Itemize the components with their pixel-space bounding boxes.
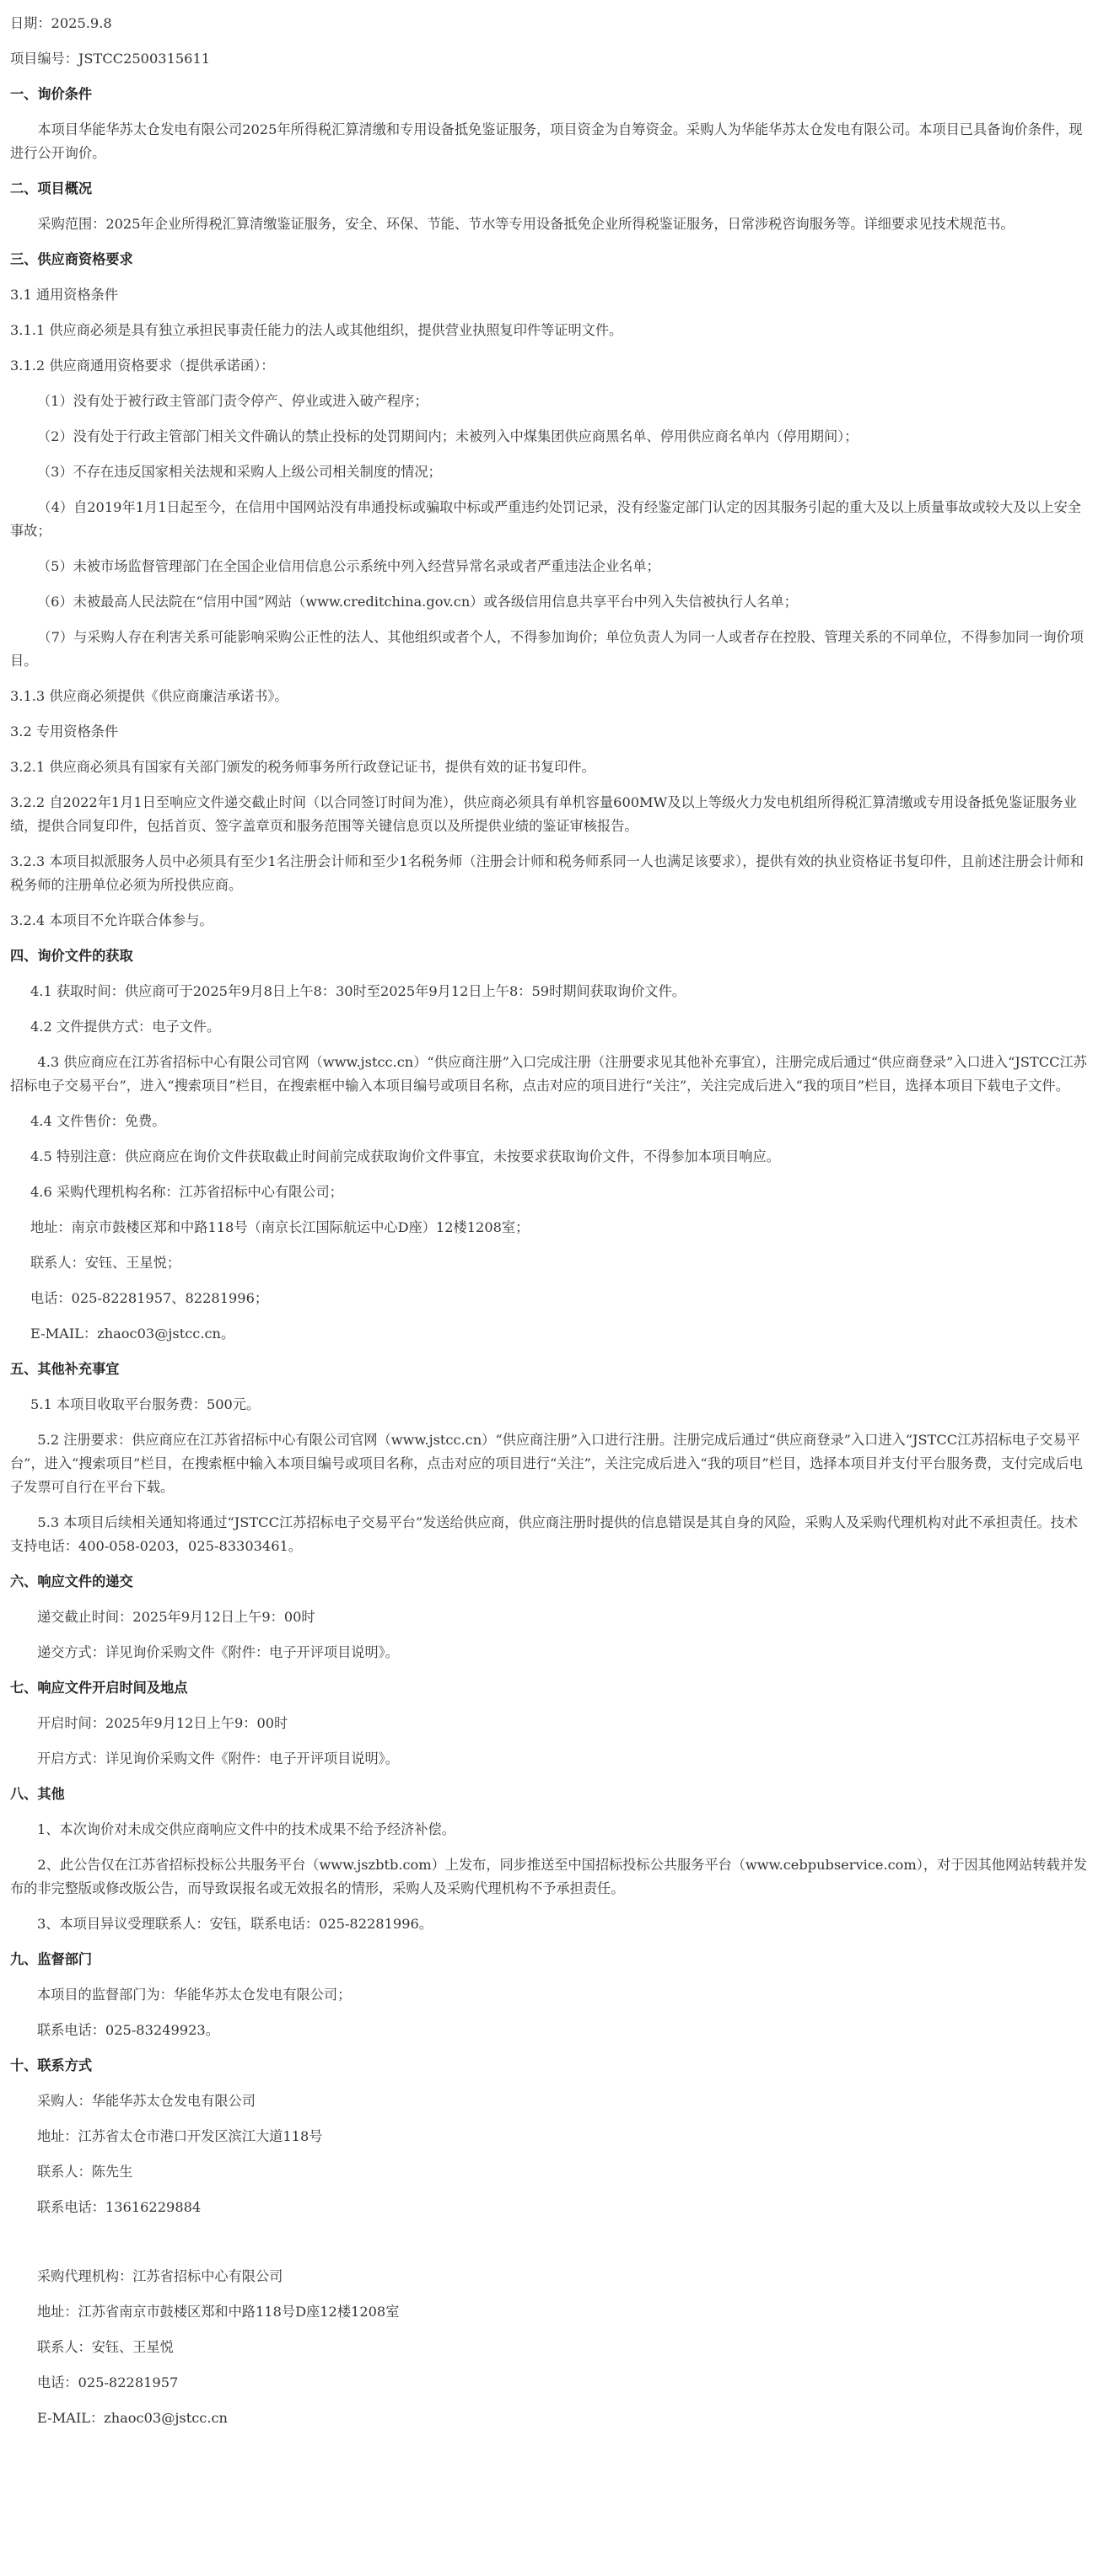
paragraph: 5.3 本项目后续相关通知将通过“JSTCC江苏招标电子交易平台”发送给供应商，供应商注册时提供的信息错误是其自身的风险，采购人及采购代理机构对此不承担责任。技术支持电话：400-058-0203，025-83303461。 (10, 1514, 1079, 1554)
section-heading: 六、响应文件的递交 (10, 1573, 133, 1589)
section-heading: 三、供应商资格要求 (10, 251, 133, 267)
section-heading: 一、询价条件 (10, 86, 93, 102)
paragraph: 3.2.2 自2022年1月1日至响应文件递交截止时间（以合同签订时间为准），供应商必须具有单机容量600MW及以上等级火力发电机组所得税汇算清缴或专用设备抵免鉴证服务业绩，提供合同复印件，包括首页、签字盖章页和服务范围等关键信息页以及所提供业绩的鉴证审核报告。 (10, 794, 1077, 834)
paragraph: 4.6 采购代理机构名称：江苏省招标中心有限公司； (30, 1184, 343, 1200)
paragraph: 项目编号：JSTCC2500315611 (10, 51, 211, 67)
paragraph: 本项目华能华苏太仓发电有限公司2025年所得税汇算清缴和专用设备抵免鉴证服务，项目资金为自筹资金。采购人为华能华苏太仓发电有限公司。本项目已具备询价条件，现进行公开询价。 (10, 121, 1083, 161)
paragraph: E-MAIL：zhaoc03@jstcc.cn。 (30, 1326, 235, 1342)
paragraph: 采购人：华能华苏太仓发电有限公司 (37, 2093, 256, 2109)
section-heading: 四、询价文件的获取 (10, 948, 133, 964)
paragraph: 4.2 文件提供方式：电子文件。 (30, 1019, 221, 1035)
paragraph: 3.2.3 本项目拟派服务人员中必须具有至少1名注册会计师和至少1名税务师（注册会计师和税务师系同一人也满足该要求），提供有效的执业资格证书复印件，且前述注册会计师和税务师的注册单位必须为所投供应商。 (10, 853, 1084, 893)
paragraph: 日期：2025.9.8 (10, 15, 112, 31)
paragraph: 4.1 获取时间：供应商可于2025年9月8日上午8：30时至2025年9月12日上午8：59时期间获取询价文件。 (30, 983, 686, 999)
paragraph: 地址：江苏省南京市鼓楼区郑和中路118号D座12楼1208室 (37, 2304, 400, 2320)
paragraph: 联系电话：13616229884 (37, 2199, 202, 2215)
paragraph: E-MAIL：zhaoc03@jstcc.cn (37, 2410, 228, 2426)
paragraph: 5.2 注册要求：供应商应在江苏省招标中心有限公司官网（www.jstcc.cn）“供应商注册”入口进行注册。注册完成后通过“供应商登录”入口进入“JSTCC江苏招标电子交易平台”，进入“搜索项目”栏目，在搜索框中输入本项目编号或项目名称，点击对应的项目进行“关注”，关注完成后进入“我的项目”栏目，选择本项目并支付平台服务费，支付完成后电子发票可自行在平台下载。 (10, 1432, 1083, 1495)
paragraph: 递交截止时间：2025年9月12日上午9：00时 (37, 1609, 315, 1625)
paragraph: （2）没有处于行政主管部门相关文件确认的禁止投标的处罚期间内；未被列入中煤集团供应商黑名单、停用供应商名单内（停用期间）； (37, 428, 858, 444)
paragraph: 3.2.4 本项目不允许联合体参与。 (10, 912, 213, 928)
paragraph: 3.1 通用资格条件 (10, 287, 119, 303)
section-heading: 八、其他 (10, 1786, 65, 1802)
paragraph: 采购范围：2025年企业所得税汇算清缴鉴证服务，安全、环保、节能、节水等专用设备抵免企业所得税鉴证服务，日常涉税咨询服务等。详细要求见技术规范书。 (37, 216, 1015, 232)
paragraph: （3）不存在违反国家相关法规和采购人上级公司相关制度的情况； (37, 464, 442, 480)
paragraph: 3.1.2 供应商通用资格要求（提供承诺函）： (10, 358, 275, 374)
paragraph: 电话：025-82281957、82281996； (30, 1290, 269, 1306)
paragraph: 联系人：安钰、王星悦 (37, 2339, 174, 2355)
paragraph: 地址：江苏省太仓市港口开发区滨江大道118号 (37, 2128, 323, 2144)
paragraph: 联系人：安钰、王星悦； (30, 1255, 181, 1271)
paragraph: （7）与采购人存在利害关系可能影响采购公正性的法人、其他组织或者个人，不得参加询价；单位负责人为同一人或者存在控股、管理关系的不同单位，不得参加同一询价项目。 (10, 629, 1084, 669)
section-heading: 九、监督部门 (10, 1951, 93, 1967)
paragraph: 采购代理机构：江苏省招标中心有限公司 (37, 2268, 283, 2284)
paragraph: 联系人：陈先生 (37, 2164, 133, 2180)
paragraph: 地址：南京市鼓楼区郑和中路118号（南京长江国际航运中心D座）12楼1208室； (30, 1219, 530, 1235)
paragraph: 1、本次询价对未成交供应商响应文件中的技术成果不给予经济补偿。 (37, 1821, 455, 1837)
paragraph: 递交方式：详见询价采购文件《附件：电子开评项目说明》。 (37, 1644, 399, 1660)
paragraph: （4）自2019年1月1日起至今，在信用中国网站没有串通投标或骗取中标或严重违约处罚记录，没有经鉴定部门认定的因其服务引起的重大及以上质量事故或较大及以上安全事故； (10, 499, 1081, 539)
paragraph: （6）未被最高人民法院在“信用中国”网站（www.creditchina.gov.cn）或各级信用信息共享平台中列入失信被执行人名单； (37, 594, 798, 610)
paragraph: 5.1 本项目收取平台服务费：500元。 (30, 1396, 261, 1412)
section-heading: 七、响应文件开启时间及地点 (10, 1680, 188, 1696)
paragraph: 3.2.1 供应商必须具有国家有关部门颁发的税务师事务所行政登记证书，提供有效的证书复印件。 (10, 759, 595, 775)
paragraph: 3、本项目异议受理联系人：安钰，联系电话：025-82281996。 (37, 1916, 433, 1932)
paragraph: 4.4 文件售价：免费。 (30, 1113, 166, 1129)
paragraph: 3.2 专用资格条件 (10, 723, 119, 739)
section-spacer (10, 2231, 1088, 2265)
paragraph: 联系电话：025-83249923。 (37, 2022, 219, 2038)
paragraph: 3.1.1 供应商必须是具有独立承担民事责任能力的法人或其他组织，提供营业执照复印件等证明文件。 (10, 322, 623, 338)
section-heading: 二、项目概况 (10, 180, 93, 196)
paragraph: （5）未被市场监督管理部门在全国企业信用信息公示系统中列入经营异常名录或者严重违法企业名单； (37, 558, 660, 574)
section-heading: 五、其他补充事宜 (10, 1361, 120, 1377)
paragraph: （1）没有处于被行政主管部门责令停产、停业或进入破产程序； (37, 393, 428, 409)
section-heading: 十、联系方式 (10, 2057, 93, 2073)
paragraph: 开启方式：详见询价采购文件《附件：电子开评项目说明》。 (37, 1750, 399, 1767)
paragraph: 4.3 供应商应在江苏省招标中心有限公司官网（www.jstcc.cn）“供应商注册”入口完成注册（注册要求见其他补充事宜），注册完成后通过“供应商登录”入口进入“JSTCC江苏招标电子交易平台”，进入“搜索项目”栏目，在搜索框中输入本项目编号或项目名称，点击对应的项目进行“关注”，关注完成后进入“我的项目”栏目，选择本项目下载电子文件。 (10, 1054, 1087, 1094)
paragraph: 3.1.3 供应商必须提供《供应商廉洁承诺书》。 (10, 688, 288, 704)
paragraph: 电话：025-82281957 (37, 2374, 179, 2390)
paragraph: 2、此公告仅在江苏省招标投标公共服务平台（www.jszbtb.com）上发布，同步推送至中国招标投标公共服务平台（www.cebpubservice.com），对于因其他网站转载并发布的非完整版或修改版公告，而导致误报名或无效报名的情形，采购人及采购代理机构不予承担责任。 (10, 1857, 1088, 1896)
paragraph: 本项目的监督部门为：华能华苏太仓发电有限公司； (37, 1987, 352, 2003)
paragraph: 4.5 特别注意：供应商应在询价文件获取截止时间前完成获取询价文件事宜，未按要求获取询价文件，不得参加本项目响应。 (30, 1148, 780, 1164)
paragraph: 开启时间：2025年9月12日上午9：00时 (37, 1715, 288, 1731)
